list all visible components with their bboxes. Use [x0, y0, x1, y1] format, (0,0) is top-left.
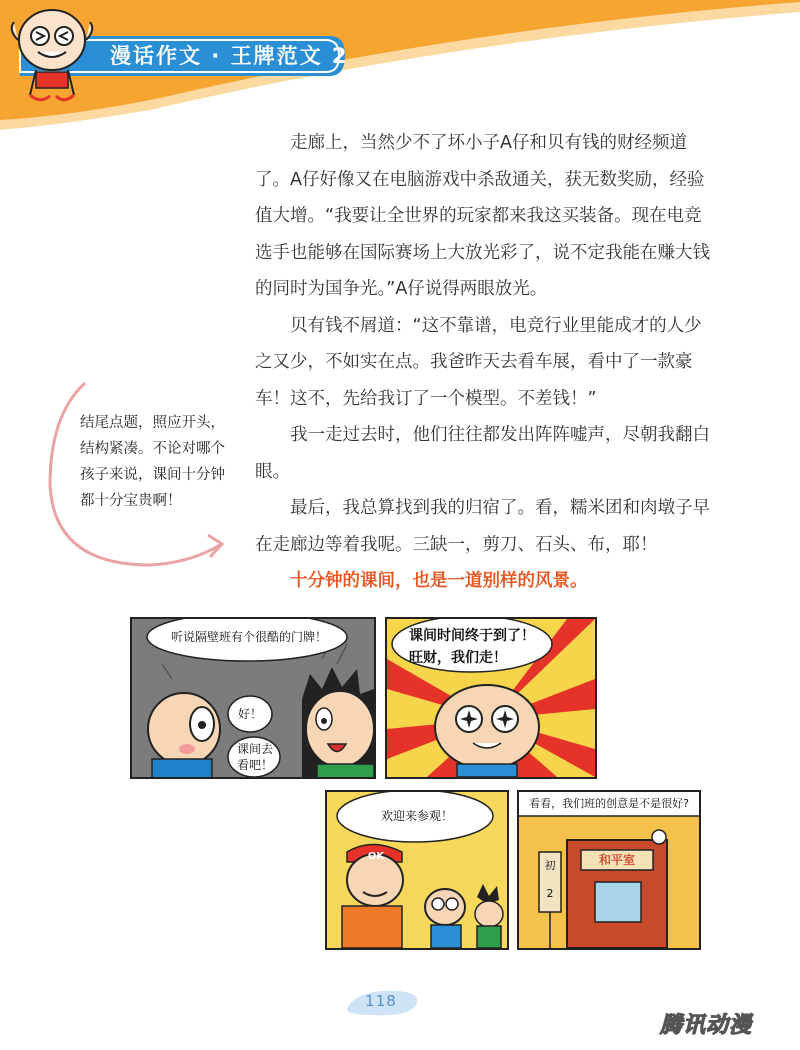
- speech-bubble: 听说隔壁班有个很酷的门牌！: [170, 630, 327, 644]
- paragraph: 最后，我总算找到我的归宿了。看，糯米团和肉墩子早在走廊边等着我呢。三缺一，剪刀、石头、布，耶！: [255, 498, 710, 555]
- speech-bubble: 好！: [237, 707, 262, 721]
- side-note: 结尾点题，照应开头，结构紧凑。不论对哪个孩子来说，课间十分钟都十分宝贵啊！: [80, 415, 225, 509]
- paragraph: 贝有钱不屑道：“这不靠谱，电竞行业里能成才的人少之又少，不如实在点。我爸昨天去看车展，看中了一款豪车！这不，先给我订了一个模型。不差钱！”: [255, 315, 702, 409]
- paragraph: 我一走过去时，他们往往都发出阵阵嘘声，尽朝我翻白眼。: [255, 425, 710, 482]
- watermark-logo: 腾讯动漫: [660, 1013, 753, 1038]
- speech-line: 旺财，我们走！: [409, 650, 507, 666]
- speech-bubble: 欢迎来参观！: [380, 809, 453, 823]
- highlight-sentence: 十分钟的课间，也是一道别样的风景。: [290, 571, 588, 591]
- header-banner: [0, 0, 800, 140]
- mascot-icon: [0, 0, 110, 110]
- class-sign-bottom: 2: [546, 887, 554, 900]
- door-sign: 和平室: [598, 853, 635, 867]
- series-title: 漫话作文 · 王牌范文 2: [110, 44, 349, 68]
- comic-panel-2: [385, 617, 597, 779]
- cap-logo: OK: [367, 851, 385, 862]
- page-number: 118: [365, 992, 397, 1010]
- speech-bubble: 课间去看吧！: [236, 742, 273, 772]
- speech-bubble: 看看，我们班的创意是不是很好?: [529, 797, 689, 810]
- comic-panel-3: [325, 790, 509, 950]
- comic-panel-4: [517, 790, 701, 950]
- comic-panel-1: [130, 617, 376, 779]
- speech-line: 课间时间终于到了！: [409, 628, 535, 644]
- article-body: [255, 125, 715, 600]
- paragraph: 走廊上，当然少不了坏小子A仔和贝有钱的财经频道了。A仔好像又在电脑游戏中杀敌通关，获无数奖励，经验值大增。“我要让全世界的玩家都来我这买装备。现在电竞选手也能够在国际赛场上大放光彩了，说不定我能在赚大钱的同时为国争光。”A仔说得两眼放光。: [255, 133, 710, 299]
- speech-bubble: [409, 625, 569, 669]
- class-sign-top: 初: [544, 859, 556, 872]
